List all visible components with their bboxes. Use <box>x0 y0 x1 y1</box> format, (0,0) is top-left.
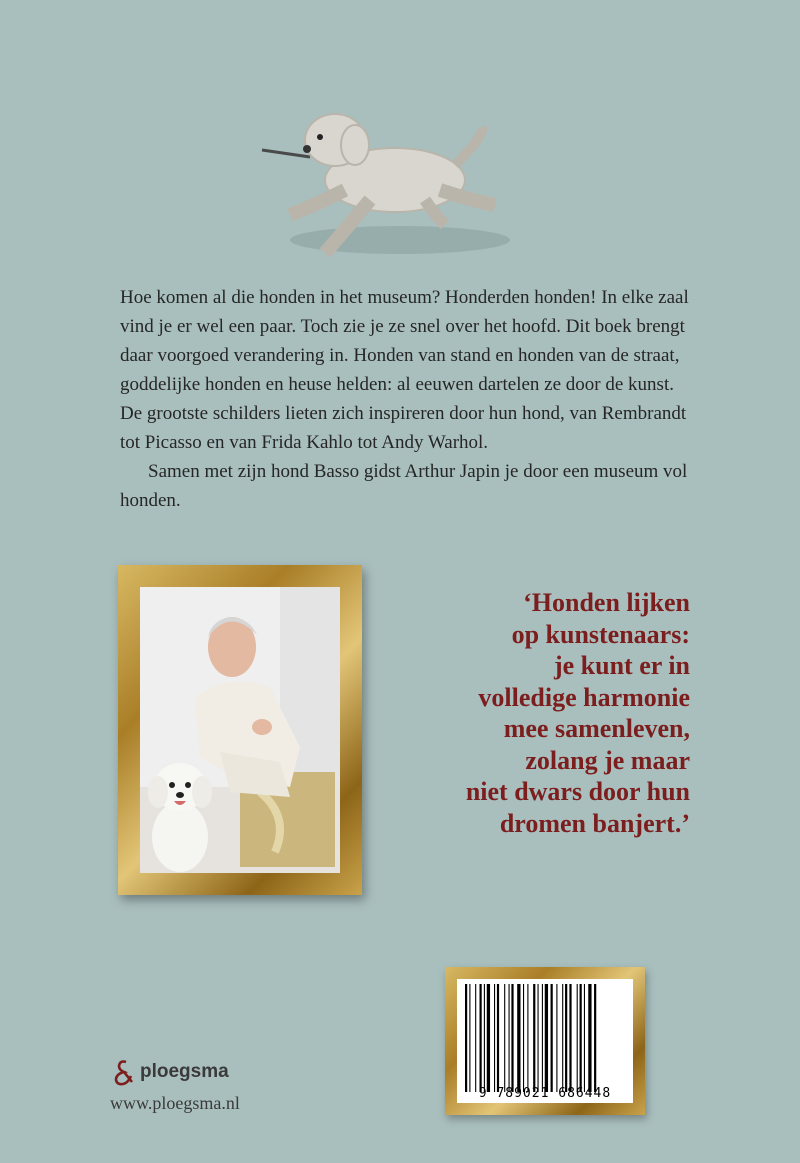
blurb-paragraph-1: Hoe komen al die honden in het museum? Honderden honden! In elke zaal vind je er wel een paar. Toch zie je ze snel over het hoofd. Dit boek brengt daar voorgoed verandering in. Honden van stand en honden van de straat, goddelijke honden en heuse helden: al eeuwen dartelen ze door de kunst. De grootste schilders lieten zich inspireren door hun hond, van Rembrandt tot Picasso en van Frida Kahlo tot Andy Warhol. <box>120 287 689 453</box>
barcode-bars-icon <box>463 984 627 1092</box>
barcode <box>457 979 633 1103</box>
publisher-name: ploegsma <box>140 1061 229 1082</box>
author-with-dog-photo-icon <box>140 587 340 873</box>
quote-line: niet dwars door hun <box>465 777 690 806</box>
quote-line: je kunt er in <box>553 651 690 680</box>
blurb-paragraph-2: Samen met zijn hond Basso gidst Arthur Japin je door een museum vol honden. <box>120 461 688 511</box>
quote-line: mee samenleven, <box>503 714 690 743</box>
running-dog-with-stick-icon <box>250 105 520 275</box>
back-cover-blurb <box>120 283 700 515</box>
quote-line: ‘Honden lijken <box>523 588 690 617</box>
quote-line: dromen banjert.’ <box>499 808 690 838</box>
ampersand-logo-icon <box>112 1058 134 1086</box>
author-photo <box>140 587 340 873</box>
publisher-logo <box>112 1058 229 1086</box>
quote-line: zolang je maar <box>525 745 690 775</box>
quote-line: op kunstenaars: <box>511 619 690 649</box>
barcode-frame <box>445 967 645 1115</box>
author-quote <box>375 587 690 839</box>
publisher-website[interactable]: www.ploegsma.nl <box>110 1093 240 1113</box>
author-photo-frame <box>118 565 362 895</box>
isbn-number: 9 789021 686448 <box>478 1086 612 1101</box>
quote-line: volledige harmonie <box>478 682 690 712</box>
